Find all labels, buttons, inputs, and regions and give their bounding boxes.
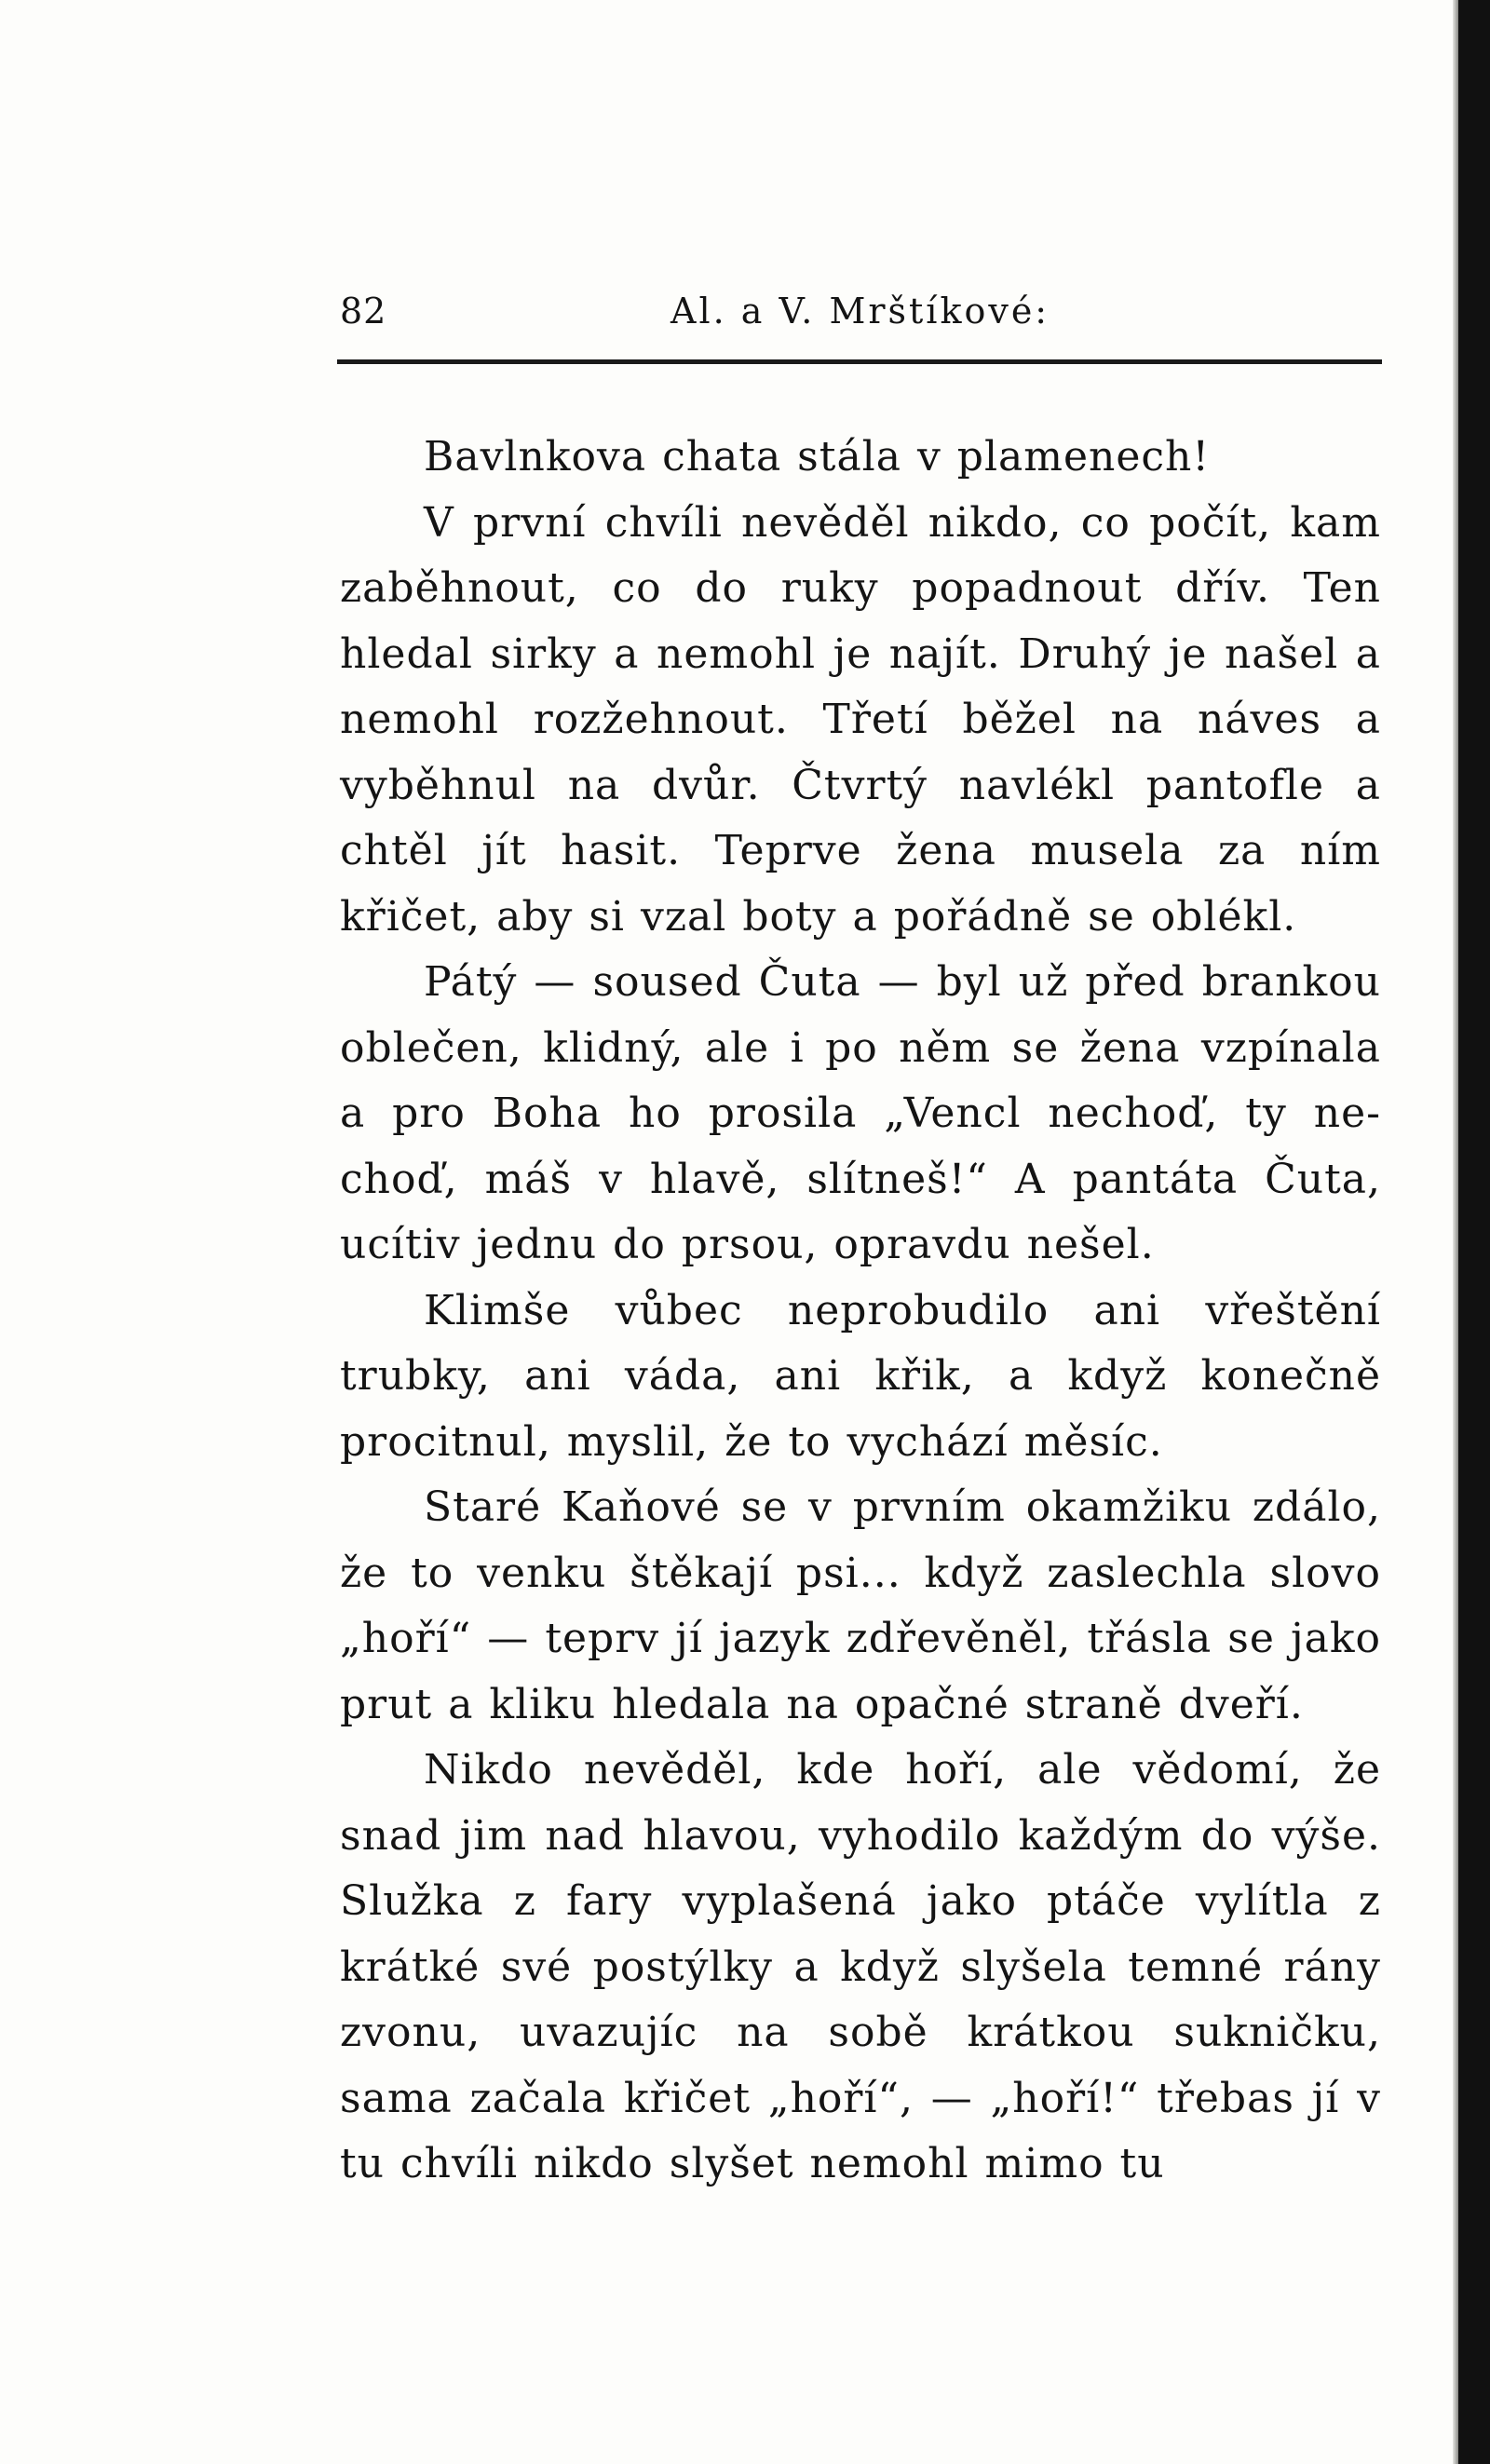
running-title: Al. a V. Mrštíkové: [670, 291, 1050, 332]
book-spine [1458, 0, 1490, 2464]
paragraph-1: Bavlnkova chata stála v plamenech! [424, 433, 1211, 481]
paragraph-4: Klimše vůbec neprobudilo ani vřeštění trubky, ani váda, ani křik, a když konečně procitnul, myslil, že to vychází měsíc. [340, 1286, 1381, 1466]
header-rule [337, 359, 1382, 364]
paragraph-3: Pátý — soused Čuta — byl už před brankou oblečen, klidný, ale i po něm se žena vzpínala a pro Boha ho prosila „Vencl nechoď, ty ne- choď, máš v hlavě, slítneš!“ A pantáta Čuta, ucítiv jednu do prsou, opravdu nešel. [340, 958, 1381, 1268]
body-text [340, 425, 1381, 2198]
paragraph-6: Nikdo nevěděl, kde hoří, ale vědomí, že snad jim nad hlavou, vyhodilo každým do výše. Služka z fary vyplašená jako ptáče vylítla z krátké své postýlky a když slyšela temné rány zvonu, uvazujíc na sobě krátkou sukničku, sama začala křičet „hoří“, — „hoří!“ třebas jí v tu chvíli nikdo slyšet nemohl mimo tu [340, 1746, 1381, 2187]
page-number: 82 [340, 291, 387, 332]
paragraph-2: V první chvíli nevěděl nikdo, co počít, kam zaběhnout, co do ruky popadnout dřív. Ten hledal sirky a nemohl je najít. Druhý je našel a nemohl rozžehnout. Třetí běžel na náves a vyběhnul na dvůr. Čtvrtý navlékl pantofle a chtěl jít hasit. Teprve žena musela za ním křičet, aby si vzal boty a pořádně se oblékl. [340, 498, 1381, 941]
page-header [340, 291, 1381, 346]
paragraph-5: Staré Kaňové se v prvním okamžiku zdálo, že to venku štěkají psi... když zaslechla slovo „hoří“ — teprv jí jazyk zdřevěněl, třásla se jako prut a kliku hledala na opačné straně dveří. [340, 1483, 1381, 1728]
